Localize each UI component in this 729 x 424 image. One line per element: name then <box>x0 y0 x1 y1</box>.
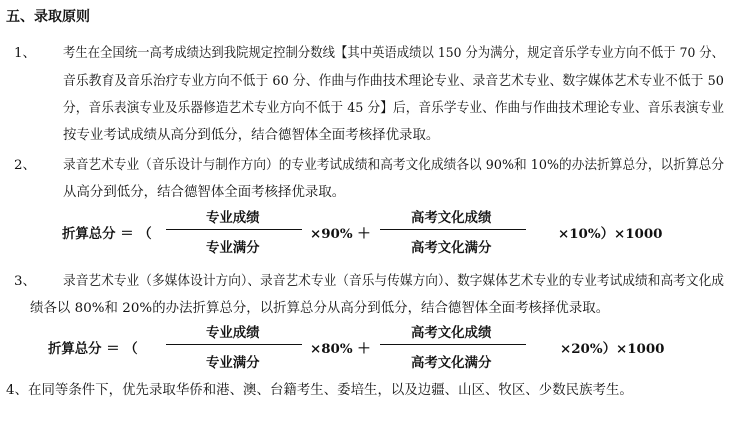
item-1-line-2: 音乐教育及音乐治疗专业方向不低于 60 分、作曲与作曲技术理论专业、录音艺术专业、数字媒体艺术专业不低于 50 <box>63 74 724 89</box>
formula-1-tail: ×10%）×1000 <box>558 226 663 242</box>
item-1-line-4: 按专业考试成绩从高分到低分，结合德智体全面考核择优录取。 <box>63 128 440 143</box>
formula-1-lhs: 折算总分 ＝ （ <box>62 226 152 242</box>
item-2-line-1: 录音艺术专业（音乐设计与制作方向）的专业考试成绩和高考文化成绩各以 90%和 10%的办法折算总分，以折算总分 <box>63 158 725 173</box>
formula-1-fraction-2-denominator: 高考文化满分 <box>411 240 492 256</box>
item-3-line-2: 绩各以 80%和 20%的办法折算总分，以折算总分从高分到低分，结合德智体全面考核择优录取。 <box>30 301 610 316</box>
formula-2-tail: ×20%）×1000 <box>560 341 665 357</box>
formula-1-fraction-2-numerator: 高考文化成绩 <box>411 210 492 226</box>
formula-2-fraction-2-bar <box>380 344 526 345</box>
formula-2-fraction-1-bar <box>166 344 302 345</box>
formula-2-fraction-1-numerator: 专业成绩 <box>206 325 260 341</box>
formula-2-fraction-2-numerator: 高考文化成绩 <box>411 325 492 341</box>
formula-1-fraction-2-bar <box>380 229 526 230</box>
item-2-line-2: 从高分到低分，结合德智体全面考核择优录取。 <box>63 185 346 200</box>
formula-2-lhs: 折算总分 ＝ （ <box>48 341 138 357</box>
item-1-number: 1、 <box>14 46 36 61</box>
item-1-line-1: 考生在全国统一高考成绩达到我院规定控制分数线【其中英语成绩以 150 分为满分，规定音乐学专业方向不低于 70 分、 <box>63 46 725 61</box>
section-title: 五、录取原则 <box>6 9 90 25</box>
formula-1-fraction-1-denominator: 专业满分 <box>206 240 260 256</box>
item-3-number: 3、 <box>14 274 36 289</box>
item-1-line-3: 分，音乐表演专业及乐器修造艺术专业方向不低于 45 分】后，音乐学专业、作曲与作曲技术理论专业、音乐表演专业 <box>63 101 725 116</box>
formula-2-multiplier: ×80% ＋ <box>310 341 371 357</box>
formula-2-fraction-2-denominator: 高考文化满分 <box>411 355 492 371</box>
formula-1-multiplier: ×90% ＋ <box>310 226 371 242</box>
formula-1-fraction-1-numerator: 专业成绩 <box>206 210 260 226</box>
formula-2-fraction-1-denominator: 专业满分 <box>206 355 260 371</box>
item-2-number: 2、 <box>14 158 36 173</box>
formula-1-fraction-1-bar <box>166 229 302 230</box>
item-3-line-1: 录音艺术专业（多媒体设计方向）、录音艺术专业（音乐与传媒方向）、数字媒体艺术专业的专业考试成绩和高考文化成 <box>63 274 724 289</box>
item-4-text: 4、在同等条件下，优先录取华侨和港、澳、台籍考生、委培生，以及边疆、山区、牧区、少数民族考生。 <box>6 383 633 398</box>
